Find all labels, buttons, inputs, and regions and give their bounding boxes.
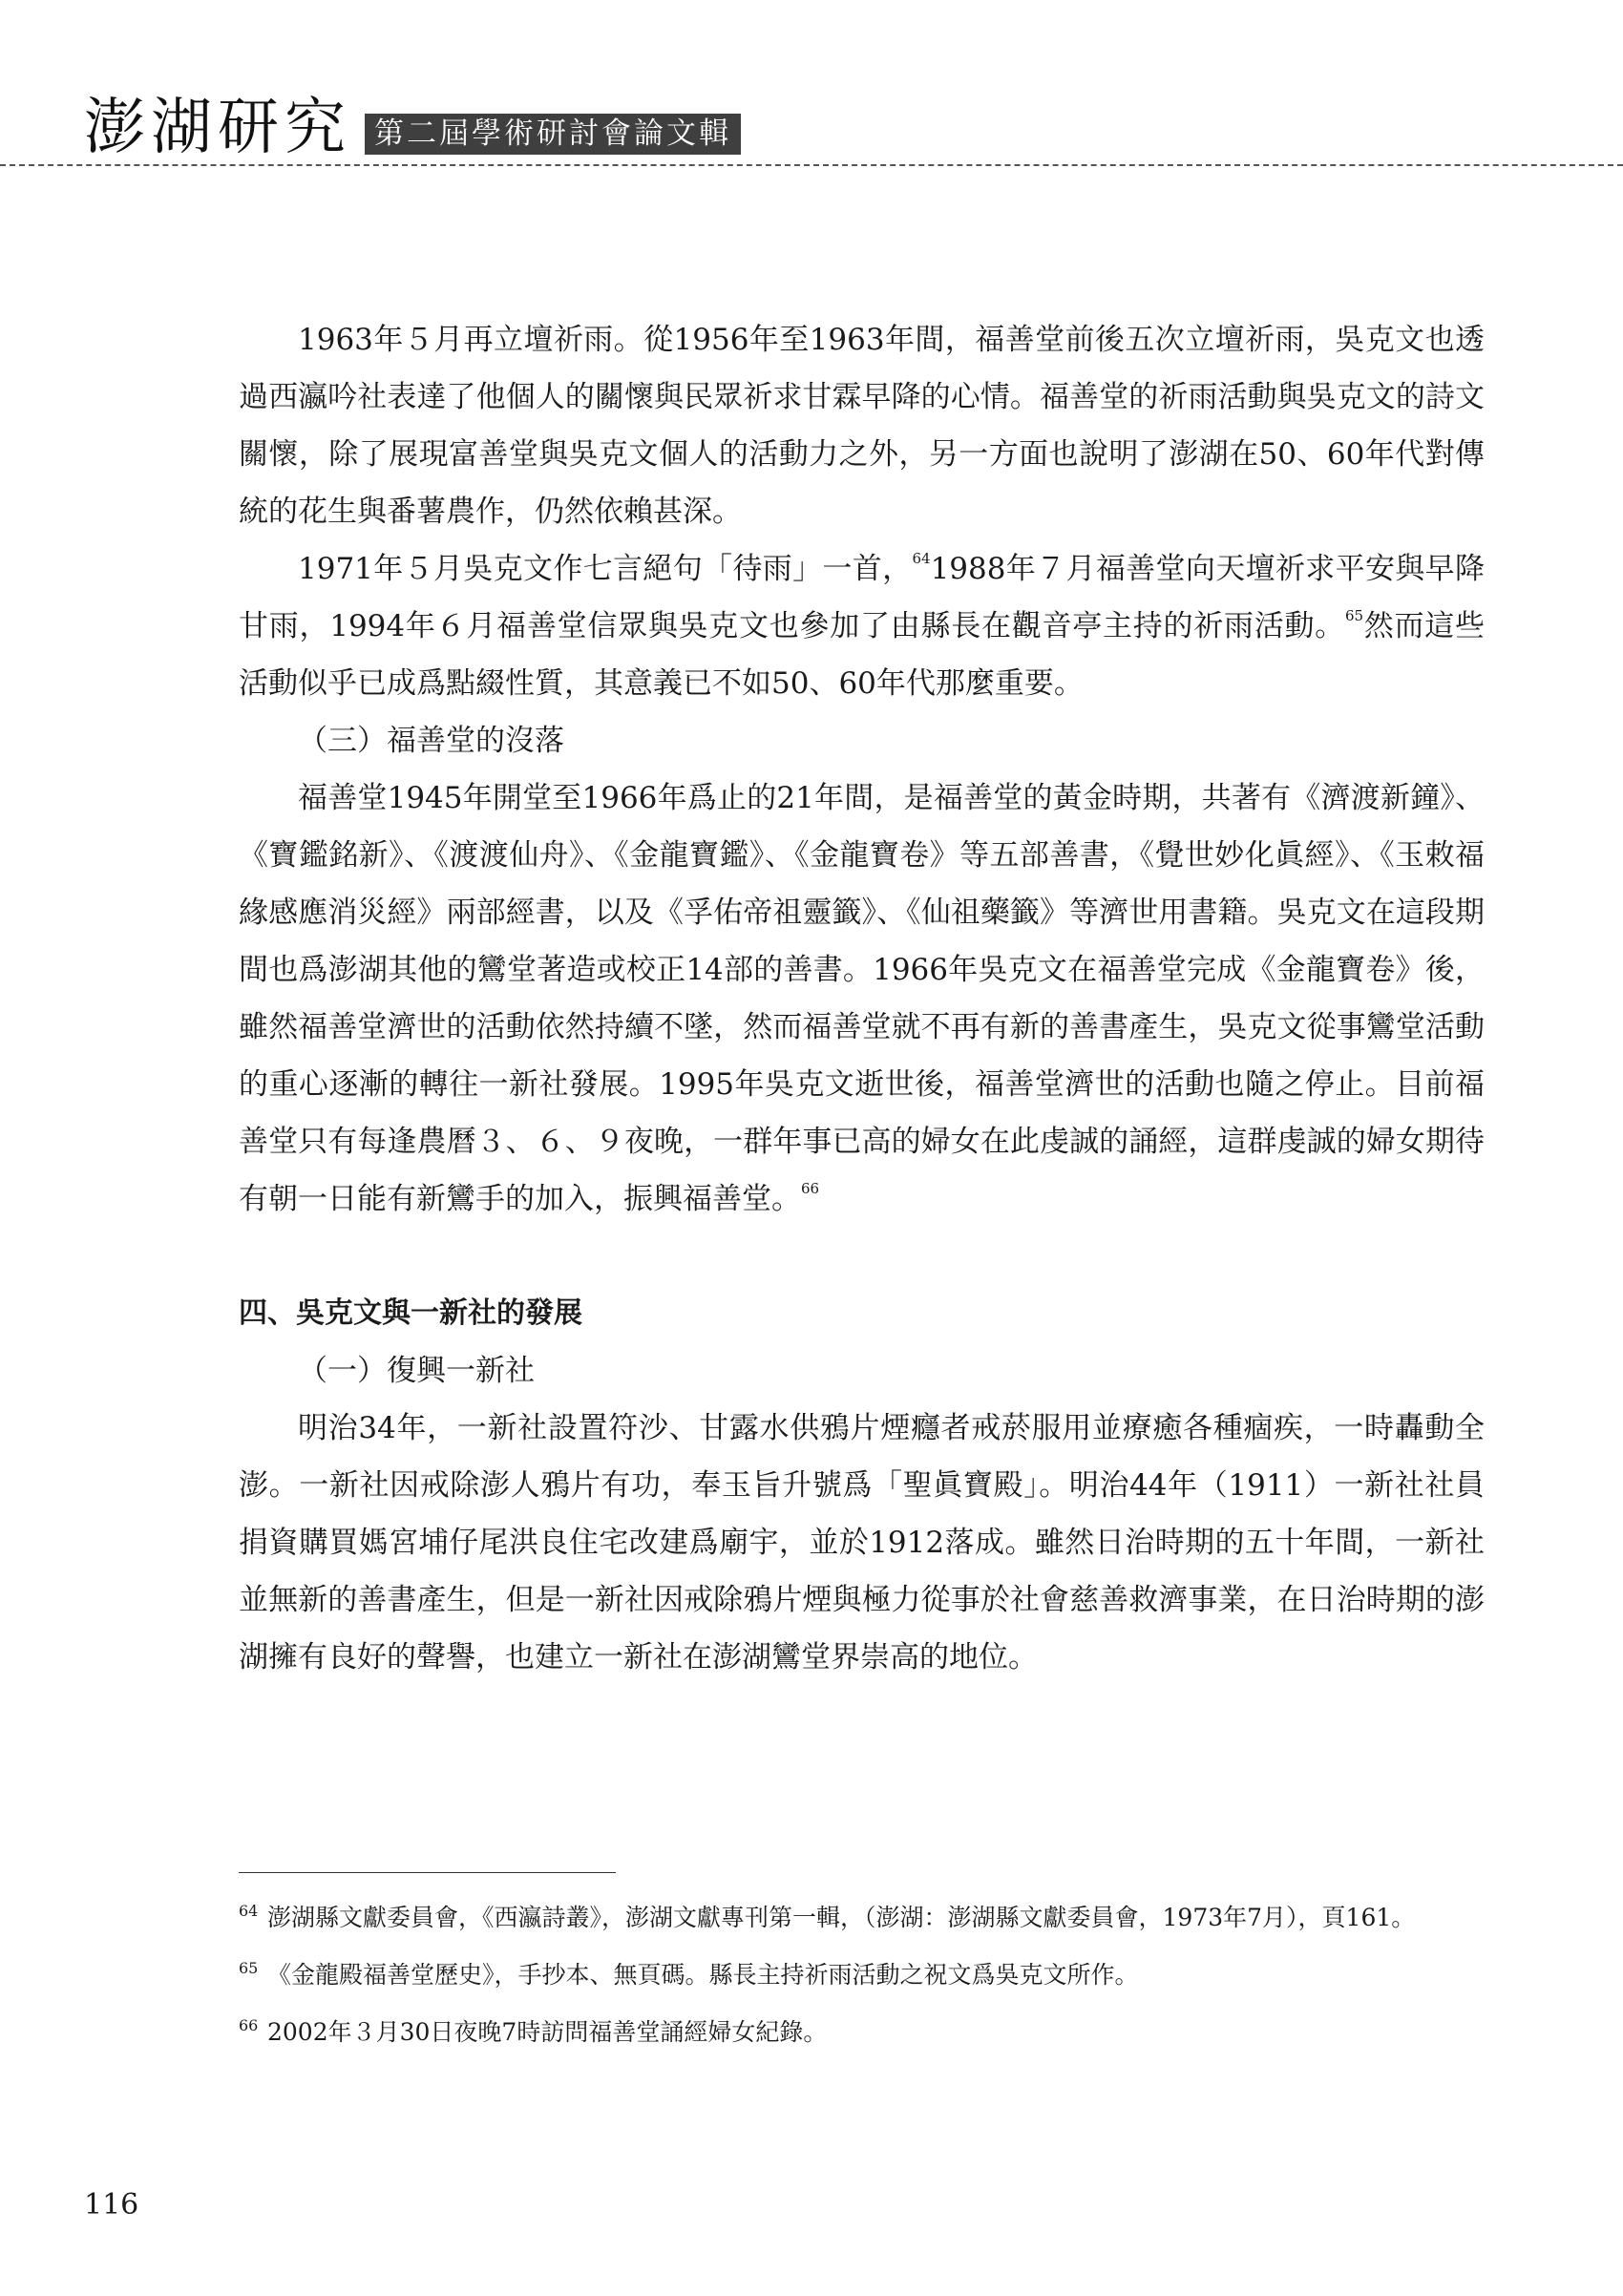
footnote-66: [239, 2012, 1485, 2053]
footnote-number: 66: [239, 2016, 259, 2034]
footnote-number: 65: [239, 1959, 259, 1977]
footnote-text: 《金龍殿福善堂歷史》，手抄本、無頁碼。縣長主持祈雨活動之祝文爲吳克文所作。: [267, 1961, 1139, 1989]
section-heading: 四、吳克文與一新社的發展: [239, 1296, 582, 1330]
paragraph-text: 福善堂1945年開堂至1966年爲止的21年間，是福善堂的黃金時期，共著有《濟渡新鐘》、《寶鑑銘新》、《渡渡仙舟》、《金龍寶鑑》、《金龍寶卷》等五部善書，《覺世妙化眞經》、《玉敕福緣感應消災經》兩部經書，以及《孚佑帝祖靈籤》、《仙祖藥籤》等濟世用書籍。吳克文在這段期間也爲澎湖其他的鸞堂著造或校正14部的善書。1966年吳克文在福善堂完成《金龍寶卷》後，雖然福善堂濟世的活動依然持續不墜，然而福善堂就不再有新的善書產生，吳克文從事鸞堂活動的重心逐漸的轉往一新社發展。1995年吳克文逝世後，福善堂濟世的活動也隨之停止。目前福善堂只有每逢農曆３、６、９夜晚，一群年事已高的婦女在此虔誠的誦經，這群虔誠的婦女期待有朝一日能有新鸞手的加入，振興福善堂。: [239, 781, 1485, 1216]
footnote-text: 2002年３月30日夜晚7時訪問福善堂誦經婦女紀錄。: [267, 2018, 828, 2046]
running-header: [84, 93, 741, 163]
subsection-heading: （三）福善堂的沒落: [298, 724, 564, 758]
footnote-64: [239, 1898, 1485, 1938]
paragraph-text: 然而這些活動似乎已成爲點綴性質，其意義已不如50、60年代那麼重要。: [239, 609, 1486, 701]
footnote-65: [239, 1955, 1485, 1995]
paragraph: [239, 311, 1485, 540]
footnote-text: 澎湖縣文獻委員會，《西瀛詩叢》，澎湖文獻專刊第一輯，（澎湖：澎湖縣文獻委員會，1973年7月），頁161。: [267, 1904, 1416, 1931]
paragraph-text: 1963年５月再立壇祈雨。從1956年至1963年間，福善堂前後五次立壇祈雨，吳克文也透過西瀛吟社表達了他個人的關懷與民眾祈求甘霖早降的心情。福善堂的祈雨活動與吳克文的詩文關懷，除了展現富善堂與吳克文個人的活動力之外，另一方面也說明了澎湖在50、60年代對傳統的花生與番薯農作，仍然依賴甚深。: [239, 323, 1485, 529]
paragraph: [239, 769, 1485, 1228]
footnote-separator: [239, 1872, 616, 1873]
paragraph: [239, 540, 1485, 712]
main-text: [239, 311, 1485, 1686]
page-number: 116: [84, 2188, 139, 2222]
paragraph-text: 1988年７月福善堂向天壇祈求平安與早降甘雨，1994年６月福善堂信眾與吳克文也參加了由縣長在觀音亭主持的祈雨活動。: [239, 552, 1485, 643]
paragraph-text: 明治34年，一新社設置符沙、甘露水供鴉片煙癮者戒菸服用並療癒各種痼疾，一時轟動全澎。一新社因戒除澎人鴉片有功，奉玉旨升號爲「聖眞寶殿」。明治44年（1911）一新社社員捐資購買媽宮埔仔尾洪良住宅改建爲廟宇，並於1912落成。雖然日治時期的五十年間，一新社並無新的善書產生，但是一新社因戒除鴉片煙與極力從事於社會慈善救濟事業，在日治時期的澎湖擁有良好的聲譽，也建立一新社在澎湖鸞堂界崇高的地位。: [239, 1411, 1485, 1675]
subsection-heading: （一）復興一新社: [298, 1354, 535, 1388]
footnote-number: 64: [239, 1902, 259, 1920]
footnote-ref[interactable]: 64: [912, 550, 931, 567]
footnote-ref[interactable]: 66: [801, 1180, 820, 1197]
journal-title: 澎湖研究: [84, 93, 351, 163]
footnotes: [239, 1898, 1485, 2070]
footnote-ref[interactable]: 65: [1344, 607, 1364, 624]
header-dashed-rule: [0, 164, 1623, 166]
paragraph-text: 1971年５月吳克文作七言絕句「待雨」一首，: [298, 552, 913, 586]
journal-subtitle: 第二屆學術研討會論文輯: [365, 114, 741, 155]
paragraph: [239, 1400, 1485, 1686]
